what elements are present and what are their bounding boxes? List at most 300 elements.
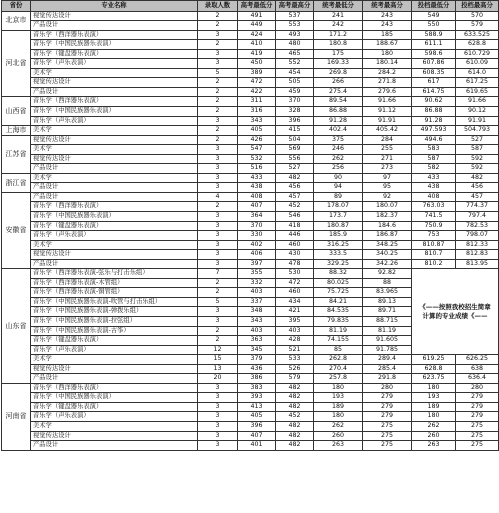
score-cell: 436	[238, 364, 276, 374]
score-cell: 582	[412, 164, 456, 174]
score-cell: 355	[238, 269, 276, 279]
major-cell: 音乐学（中国民族器乐表演-古筝）	[31, 326, 198, 336]
score-cell: 810.2	[412, 259, 456, 269]
major-cell: 美术学	[31, 355, 198, 365]
score-cell: 812.33	[456, 240, 499, 250]
score-cell: 741.5	[412, 211, 456, 221]
score-cell: 530	[276, 269, 314, 279]
score-cell: 5	[198, 68, 238, 78]
score-cell: 340.25	[363, 250, 412, 260]
score-cell: 91.91	[363, 116, 412, 126]
score-cell: 3	[198, 145, 238, 155]
score-cell: 472	[276, 278, 314, 288]
score-cell: 83.965	[363, 288, 412, 298]
score-cell: 84.535	[314, 307, 363, 317]
score-cell: 4	[198, 192, 238, 202]
table-row	[2, 126, 499, 136]
score-cell: 449	[238, 21, 276, 31]
province-cell: 安徽省	[2, 192, 31, 268]
table-row	[2, 383, 499, 393]
score-cell: 2	[198, 326, 238, 336]
score-cell: 273	[363, 164, 412, 174]
major-cell: 音乐学（西洋器乐表演）	[31, 30, 198, 40]
score-cell: 497.593	[412, 126, 456, 136]
score-cell: 262	[412, 422, 456, 432]
score-cell: 2	[198, 11, 238, 21]
score-cell: 262.8	[314, 355, 363, 365]
score-cell: 3	[198, 164, 238, 174]
score-cell: 91.28	[412, 116, 456, 126]
table-row	[2, 87, 499, 97]
major-cell: 产品设计	[31, 192, 198, 202]
major-cell: 音乐学（西洋器乐表演-弦乐与打击乐组）	[31, 269, 198, 279]
score-cell: 279	[363, 393, 412, 403]
score-cell: 3	[198, 116, 238, 126]
major-cell: 音乐学（键盘器乐表演）	[31, 49, 198, 59]
table-row	[2, 68, 499, 78]
table-row	[2, 192, 499, 202]
score-cell: 90	[314, 173, 363, 183]
major-cell: 音乐学（西洋器乐表演）	[31, 202, 198, 212]
score-cell: 478	[276, 259, 314, 269]
score-cell: 348.25	[363, 240, 412, 250]
major-cell: 音乐学（声乐表演）	[31, 345, 198, 355]
score-cell: 74.155	[314, 336, 363, 346]
score-cell: 592	[456, 164, 499, 174]
header-row	[2, 1, 499, 12]
score-cell: 628.8	[456, 40, 499, 50]
score-cell: 753	[412, 231, 456, 241]
major-cell: 美术学	[31, 422, 198, 432]
score-cell: 343	[238, 317, 276, 327]
major-cell: 视觉传达设计	[31, 431, 198, 441]
score-cell: 180	[412, 412, 456, 422]
score-cell: 171.2	[314, 30, 363, 40]
score-cell: 80.025	[314, 278, 363, 288]
score-cell: 279	[363, 412, 412, 422]
score-cell: 774.37	[456, 202, 499, 212]
score-cell: 275	[363, 422, 412, 432]
score-cell: 393	[238, 393, 276, 403]
province-cell: 上海市	[2, 126, 31, 136]
score-cell: 450	[238, 59, 276, 69]
score-cell: 20	[198, 374, 238, 384]
score-cell: 494.6	[412, 135, 456, 145]
score-cell: 173.7	[314, 211, 363, 221]
score-cell: 89.13	[363, 297, 412, 307]
score-cell: 407	[238, 202, 276, 212]
score-cell: 403	[238, 288, 276, 298]
major-cell: 美术学	[31, 240, 198, 250]
score-cell: 598.6	[412, 49, 456, 59]
score-cell: 180	[314, 412, 363, 422]
score-cell: 332	[238, 278, 276, 288]
score-cell: 280	[363, 383, 412, 393]
major-cell: 音乐学（西洋器乐表演）	[31, 383, 198, 393]
header-gaokao-max: 高考最高分	[276, 1, 314, 12]
score-cell: 91.605	[363, 336, 412, 346]
score-cell: 88.715	[363, 317, 412, 327]
major-cell: 产品设计	[31, 183, 198, 193]
table-row	[2, 355, 499, 365]
score-cell: 285.4	[363, 364, 412, 374]
score-cell: 91.66	[363, 97, 412, 107]
table-row	[2, 269, 499, 279]
table-row	[2, 59, 499, 69]
table-row	[2, 145, 499, 155]
score-cell: 433	[412, 173, 456, 183]
province-cell: 山西省	[2, 97, 31, 126]
score-cell: 328	[276, 106, 314, 116]
score-cell: 610.09	[456, 59, 499, 69]
score-cell: 255	[363, 145, 412, 155]
score-cell: 241	[314, 11, 363, 21]
score-cell: 504	[276, 135, 314, 145]
major-cell: 美术学	[31, 68, 198, 78]
major-cell: 音乐学（声乐表演）	[31, 412, 198, 422]
major-cell: 产品设计	[31, 441, 198, 451]
score-cell: 406	[238, 250, 276, 260]
score-cell: 95	[363, 183, 412, 193]
score-cell: 188.67	[363, 40, 412, 50]
table-row	[2, 259, 499, 269]
score-cell: 243	[363, 11, 412, 21]
score-cell: 189	[412, 402, 456, 412]
score-cell: 271	[363, 154, 412, 164]
score-cell: 275.4	[314, 87, 363, 97]
score-cell: 189	[314, 402, 363, 412]
score-cell: 482	[276, 383, 314, 393]
score-cell: 482	[276, 441, 314, 451]
score-cell: 2	[198, 126, 238, 136]
score-cell: 263	[412, 441, 456, 451]
table-row	[2, 402, 499, 412]
score-cell: 617.25	[456, 78, 499, 88]
table-row	[2, 183, 499, 193]
score-cell: 797.4	[456, 211, 499, 221]
score-cell: 90.12	[456, 106, 499, 116]
major-cell: 产品设计	[31, 374, 198, 384]
score-cell: 617	[412, 78, 456, 88]
major-cell: 产品设计	[31, 87, 198, 97]
table-row	[2, 393, 499, 403]
score-cell: 472	[238, 78, 276, 88]
score-cell: 386	[238, 374, 276, 384]
score-cell: 638	[456, 364, 499, 374]
score-cell: 430	[276, 250, 314, 260]
table-row	[2, 221, 499, 231]
score-cell: 260	[314, 431, 363, 441]
major-cell: 视觉传达设计	[31, 11, 198, 21]
header-province: 省份	[2, 1, 31, 12]
score-cell: 3	[198, 317, 238, 327]
score-cell: 91.66	[456, 97, 499, 107]
score-cell: 262	[314, 422, 363, 432]
score-cell: 370	[276, 97, 314, 107]
score-cell: 193	[314, 393, 363, 403]
score-cell: 275	[456, 422, 499, 432]
score-cell: 3	[198, 154, 238, 164]
major-cell: 音乐学（西洋器乐表演-铜管组）	[31, 288, 198, 298]
score-cell: 456	[276, 183, 314, 193]
score-cell: 410	[238, 40, 276, 50]
score-cell: 457	[456, 192, 499, 202]
table-row	[2, 49, 499, 59]
score-cell: 284.2	[363, 68, 412, 78]
province-cell: 河南省	[2, 383, 31, 450]
score-cell: 405.42	[363, 126, 412, 136]
score-cell: 86.88	[314, 106, 363, 116]
score-cell: 81.19	[363, 326, 412, 336]
score-cell: 3	[198, 412, 238, 422]
table-row	[2, 30, 499, 40]
score-cell: 89.71	[363, 307, 412, 317]
score-cell: 592	[456, 154, 499, 164]
score-cell: 583	[412, 145, 456, 155]
header-filing-min: 投档最低分	[412, 1, 456, 12]
score-cell: 505	[276, 78, 314, 88]
score-cell: 88.32	[314, 269, 363, 279]
score-cell: 97	[363, 173, 412, 183]
score-cell: 289.4	[363, 355, 412, 365]
table-row	[2, 202, 499, 212]
score-cell: 3	[198, 393, 238, 403]
score-cell: 175	[314, 49, 363, 59]
score-cell: 3	[198, 307, 238, 317]
score-cell: 459	[276, 87, 314, 97]
score-cell: 454	[276, 68, 314, 78]
score-cell: 269.8	[314, 68, 363, 78]
score-cell: 275	[456, 431, 499, 441]
score-cell: 3	[198, 59, 238, 69]
score-cell: 180.8	[314, 40, 363, 50]
major-cell: 视觉传达设计	[31, 154, 198, 164]
score-cell: 482	[456, 173, 499, 183]
score-cell: 434	[276, 297, 314, 307]
major-cell: 美术学	[31, 126, 198, 136]
table-row	[2, 106, 499, 116]
score-cell: 275	[363, 441, 412, 451]
score-cell: 7	[198, 269, 238, 279]
score-cell: 348	[238, 307, 276, 317]
score-cell: 370	[238, 221, 276, 231]
score-cell: 636.4	[456, 374, 499, 384]
table-row	[2, 250, 499, 260]
score-cell: 552	[276, 59, 314, 69]
score-cell: 311	[238, 97, 276, 107]
table-row	[2, 164, 499, 174]
table-row	[2, 135, 499, 145]
score-cell: 550	[412, 21, 456, 31]
score-cell: 260	[412, 431, 456, 441]
score-cell: 279.6	[363, 87, 412, 97]
major-cell: 音乐学（键盘器乐表演）	[31, 402, 198, 412]
header-filing-max: 投档最高分	[456, 1, 499, 12]
major-cell: 产品设计	[31, 164, 198, 174]
major-cell: 音乐学（声乐表演）	[31, 116, 198, 126]
province-cell: 浙江省	[2, 173, 31, 192]
score-cell: 493	[276, 30, 314, 40]
score-cell: 89.54	[314, 97, 363, 107]
score-cell: 2	[198, 21, 238, 31]
major-cell: 产品设计	[31, 21, 198, 31]
table-row	[2, 21, 499, 31]
score-cell: 85	[314, 345, 363, 355]
score-cell: 246	[314, 145, 363, 155]
major-cell: 音乐学（西洋器乐表演）	[31, 97, 198, 107]
score-cell: 533	[276, 355, 314, 365]
score-cell: 3	[198, 173, 238, 183]
score-cell: 482	[276, 422, 314, 432]
score-cell: 405	[238, 412, 276, 422]
province-cell: 江苏省	[2, 135, 31, 173]
score-cell: 3	[198, 183, 238, 193]
score-cell: 91.12	[363, 106, 412, 116]
header-gaokao-min: 高考最低分	[238, 1, 276, 12]
score-cell: 329.25	[314, 259, 363, 269]
score-cell: 330	[238, 231, 276, 241]
score-cell: 438	[412, 183, 456, 193]
major-cell: 视觉传达设计	[31, 135, 198, 145]
score-cell: 90.62	[412, 97, 456, 107]
score-cell: 556	[276, 154, 314, 164]
header-major: 专业名称	[31, 1, 198, 12]
score-cell: 395	[276, 317, 314, 327]
score-cell: 84.21	[314, 297, 363, 307]
major-cell: 美术学	[31, 173, 198, 183]
score-cell: 180.07	[363, 202, 412, 212]
score-cell: 3	[198, 30, 238, 40]
score-cell: 180	[363, 49, 412, 59]
table-row	[2, 364, 499, 374]
score-cell: 316	[238, 106, 276, 116]
score-cell: 2	[198, 40, 238, 50]
score-cell: 569	[276, 145, 314, 155]
score-cell: 408	[412, 192, 456, 202]
score-cell: 186.87	[363, 231, 412, 241]
score-cell: 3	[198, 240, 238, 250]
score-cell: 418	[276, 221, 314, 231]
score-cell: 408	[238, 192, 276, 202]
score-cell: 343	[238, 116, 276, 126]
score-cell: 91.28	[314, 116, 363, 126]
score-cell: 91.91	[456, 116, 499, 126]
score-cell: 256	[314, 164, 363, 174]
score-cell: 263	[314, 441, 363, 451]
score-cell: 2	[198, 97, 238, 107]
score-cell: 782.53	[456, 221, 499, 231]
major-cell: 音乐学（中国民族器乐表演）	[31, 40, 198, 50]
score-cell: 2	[198, 106, 238, 116]
score-cell: 79.835	[314, 317, 363, 327]
score-cell: 527	[456, 135, 499, 145]
score-cell: 750.9	[412, 221, 456, 231]
score-cell: 89	[314, 192, 363, 202]
major-cell: 音乐学（键盘器乐表演）	[31, 336, 198, 346]
header-unified-max: 统考最高分	[363, 1, 412, 12]
score-cell: 275	[456, 441, 499, 451]
score-cell: 452	[276, 202, 314, 212]
score-cell: 279	[363, 402, 412, 412]
score-cell: 421	[276, 307, 314, 317]
score-cell: 402	[238, 240, 276, 250]
score-cell: 262	[314, 154, 363, 164]
score-cell: 2	[198, 336, 238, 346]
score-cell: 3	[198, 431, 238, 441]
score-cell: 180.87	[314, 221, 363, 231]
score-cell: 456	[456, 183, 499, 193]
score-cell: 389	[238, 68, 276, 78]
score-cell: 12	[198, 345, 238, 355]
score-cell: 316.25	[314, 240, 363, 250]
score-cell: 402.4	[314, 126, 363, 136]
score-cell: 279	[456, 393, 499, 403]
score-cell: 279	[456, 402, 499, 412]
table-row	[2, 211, 499, 221]
major-cell: 视觉传达设计	[31, 364, 198, 374]
score-cell: 452	[276, 412, 314, 422]
score-cell: 3	[198, 441, 238, 451]
score-cell: 405	[238, 126, 276, 136]
score-cell: 242	[314, 21, 363, 31]
score-cell: 549	[412, 11, 456, 21]
score-cell: 193	[412, 393, 456, 403]
score-cell: 428	[276, 336, 314, 346]
major-cell: 音乐学（声乐表演）	[31, 231, 198, 241]
score-cell: 363	[238, 336, 276, 346]
score-cell: 403	[238, 326, 276, 336]
score-cell: 626.25	[456, 355, 499, 365]
score-cell: 810.87	[412, 240, 456, 250]
score-cell: 547	[238, 145, 276, 155]
major-cell: 产品设计	[31, 259, 198, 269]
score-cell: 763.03	[412, 202, 456, 212]
score-cell: 579	[276, 374, 314, 384]
major-cell: 音乐学（声乐表演）	[31, 59, 198, 69]
score-cell: 422	[238, 87, 276, 97]
score-cell: 333.5	[314, 250, 363, 260]
score-cell: 15	[198, 355, 238, 365]
score-cell: 364	[238, 211, 276, 221]
score-cell: 553	[276, 21, 314, 31]
table-row	[2, 431, 499, 441]
score-cell: 623.75	[412, 374, 456, 384]
score-cell: 460	[276, 240, 314, 250]
score-cell: 482	[276, 393, 314, 403]
score-cell: 482	[276, 431, 314, 441]
score-cell: 345	[238, 345, 276, 355]
table-row	[2, 422, 499, 432]
score-cell: 180	[412, 383, 456, 393]
score-cell: 397	[238, 259, 276, 269]
score-cell: 2	[198, 288, 238, 298]
score-cell: 2	[198, 78, 238, 88]
score-cell: 182.37	[363, 211, 412, 221]
table-row	[2, 97, 499, 107]
score-cell: 491	[238, 11, 276, 21]
major-cell: 音乐学（键盘器乐表演）	[31, 221, 198, 231]
score-cell: 426	[238, 135, 276, 145]
major-cell: 音乐学（西洋器乐表演-木管组）	[31, 278, 198, 288]
score-cell: 424	[238, 30, 276, 40]
score-cell: 813.95	[456, 259, 499, 269]
score-cell: 516	[238, 164, 276, 174]
score-cell: 614.75	[412, 87, 456, 97]
score-cell: 3	[198, 250, 238, 260]
score-cell: 3	[198, 49, 238, 59]
score-cell: 337	[238, 297, 276, 307]
score-cell: 2	[198, 202, 238, 212]
